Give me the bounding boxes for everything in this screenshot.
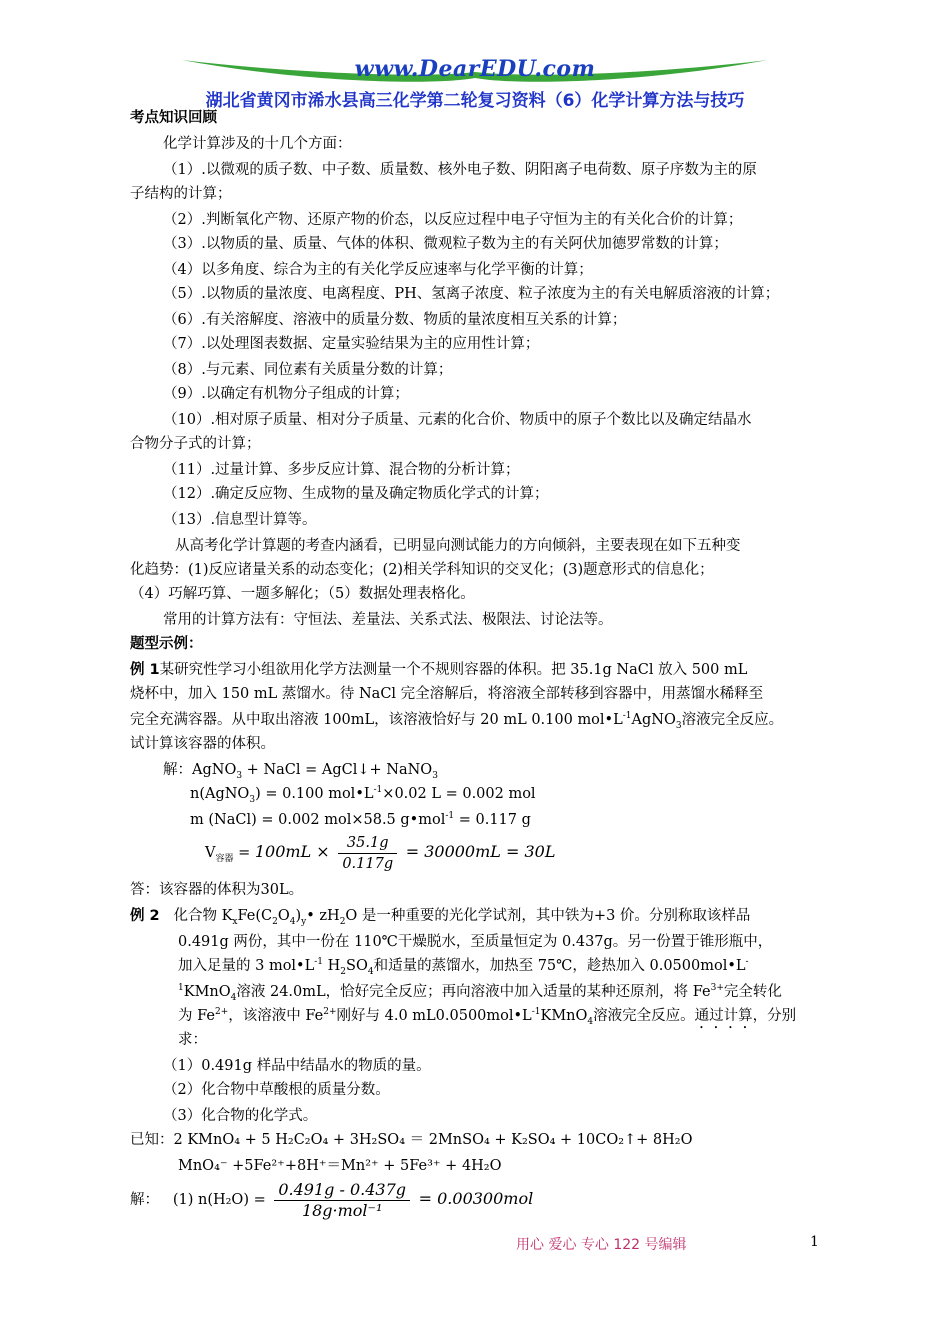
example-text: 溶液完全反应。 — [681, 712, 784, 728]
example-text: O — [277, 908, 290, 924]
example-text: Fe(C — [237, 908, 273, 924]
example-text: O 是一种重要的光化学试剂，其中铁为+3 价。分别称取该样品 — [345, 908, 751, 924]
example-text: 化合物 K — [173, 908, 233, 924]
example-text-line: 加入足量的 3 $mol•L^{-1}$ $H_2SO_4$和适量的蒸馏水，加热至 75℃，趁热加入 0.0500mol•L- — [178, 957, 749, 977]
example-text: SO — [346, 958, 368, 974]
equation-line — [130, 1130, 693, 1150]
question-item: （2）化合物中草酸根的质量分数。 — [163, 1082, 390, 1098]
list-item: （5）.以物质的量浓度、电离程度、PH、氢离子浓度、粒子浓度为主的有关电解质溶液的计算； — [163, 286, 780, 302]
list-item: （8）.与元素、同位素有关质量分数的计算； — [163, 362, 453, 378]
example-1 — [130, 660, 747, 680]
list-item: 子结构的计算； — [130, 186, 232, 202]
solution-line: n(AgNO$_3$) = 0.100 $mol•L^{-1}\times 0.02$ L = 0.002 mol — [190, 785, 536, 805]
example-text: 烧杯中，加入 150 mL 蒸馏水。待 NaCl 完全溶解后，将溶液全部转移到容器中，用蒸馏水稀释至 — [130, 686, 764, 702]
answer-text: 答：该容器的体积为30L。 — [130, 882, 304, 898]
example-text: ) — [295, 908, 302, 924]
subscript: 3 — [675, 720, 682, 731]
trend-text: （4）巧解巧算、一题多解化；（5）数据处理表格化。 — [130, 586, 475, 602]
example-text: 求： — [178, 1032, 207, 1048]
example-text: ，该溶液中 Fe — [228, 1008, 324, 1024]
intro-text: 化学计算涉及的十几个方面： — [163, 136, 352, 152]
example-text: 完全充满容器。从中取出溶液 100mL，该溶液恰好与 20 mL 0.100 mol•L — [130, 712, 623, 728]
example-text: 试计算该容器的体积。 — [130, 736, 275, 752]
list-item: （12）.确定反应物、生成物的量及确定物质化学式的计算； — [163, 486, 549, 502]
solution-line: m (NaCl) = 0.002 mol×58.5 g•mol$^{-1}$ = 0.117 g — [190, 811, 531, 828]
example-text: ，分别 — [752, 1008, 797, 1024]
list-item: （13）.信息型计算等。 — [163, 512, 317, 528]
fraction-numerator: 0.491g - 0.437g — [274, 1180, 410, 1201]
example-text-line: $^1$KMnO$_4$溶液 24.0mL，恰好完全反应；再向溶液中加入适量的某种还原剂，将 $Fe^{3+}$完全转化 — [178, 983, 782, 1003]
formula-result: = 0.00300mol — [418, 1189, 534, 1208]
emphasized-text: 通过计算 — [694, 1008, 753, 1024]
superscript: -1 — [622, 711, 632, 722]
example-text: 为 Fe — [178, 1008, 215, 1024]
example-text: H — [323, 958, 341, 974]
list-item: （9）.以确定有机物分子组成的计算； — [163, 386, 409, 402]
list-item: （11）.过量计算、多步反应计算、混合物的分析计算； — [163, 462, 520, 478]
site-logo-text: www.DearEDU.com — [354, 56, 596, 82]
example-text: • zH — [306, 908, 340, 924]
fraction — [274, 1180, 410, 1221]
equation: MnO₄⁻ +5Fe²⁺+8H⁺＝Mn²⁺ + 5Fe³⁺ + 4H₂O — [178, 1158, 502, 1174]
fraction-denominator: 0.117g — [342, 855, 394, 872]
example-text: 溶液 24.0mL，恰好完全反应；再向溶液中加入适量的某种还原剂，将 Fe — [236, 984, 711, 1000]
example-text: 加入足量的 3 mol•L — [178, 958, 315, 974]
example-text-line: 为 $Fe^{2+}$，该溶液中 $Fe^{2+}$刚好与 4.0 $mL0.0500mol•L^{-1}KMnO_4$溶液完全反应。通过计算，分别 — [178, 1007, 797, 1027]
equation: 2 KMnO₄ + 5 H₂C₂O₄ + 3H₂SO₄ ＝ 2MnSO₄ + K₂SO₄ + 10CO₂↑+ 8H₂O — [173, 1132, 693, 1148]
example-text: KMnO — [540, 1008, 588, 1024]
example-text: 完全转化 — [723, 984, 782, 1000]
solution-formula — [130, 1176, 533, 1223]
document-title: 湖北省黄冈市浠水县高三化学第二轮复习资料（6）化学计算方法与技巧 — [205, 91, 745, 111]
formula-lead: V — [205, 845, 216, 861]
example-text: KMnO — [183, 984, 231, 1000]
volume-formula — [205, 830, 555, 875]
formula-eq: = — [238, 845, 251, 861]
solution-line: 解：AgNO$_3$ + NaCl = AgCl↓+ NaNO$_3$ — [163, 762, 438, 781]
list-item: （3）.以物质的量、质量、气体的体积、微观粒子数为主的有关阿伏加德罗常数的计算； — [163, 236, 728, 252]
known-label: 已知： — [130, 1132, 174, 1148]
example-text: 0.491g 两份，其中一份在 110℃干燥脱水，至质量恒定为 0.437g。另一份置于锥形瓶中， — [178, 934, 773, 950]
formula-right: = 30000mL = 30L — [405, 842, 556, 861]
page-number: 1 — [810, 1234, 819, 1250]
list-item: （4）以多角度、综合为主的有关化学反应速率与化学平衡的计算； — [163, 262, 593, 278]
trend-text: 从高考化学计算题的考查内涵看，已明显向测试能力的方向倾斜，主要表现在如下五种变 — [175, 538, 741, 554]
section-heading: 题型示例： — [130, 636, 203, 652]
example-2: 例 2 化合物 $K_xFe(C_2O_4)_y•$ $zH_2O$ 是一种重要的光化学试剂，其中铁为+3 价。分别称取该样品 — [130, 908, 751, 927]
formula-left: 100mL × — [254, 842, 330, 861]
list-item: （7）.以处理图表数据、定量实验结果为主的应用性计算； — [163, 336, 540, 352]
list-item: 合物分子式的计算； — [130, 436, 261, 452]
list-item: （2）.判断氧化产物、还原产物的价态，以反应过程中电子守恒为主的有关化合价的计算； — [163, 212, 743, 228]
example-text: AgNO — [631, 712, 676, 728]
fraction-denominator: 18g·mol⁻¹ — [301, 1200, 383, 1220]
section-heading: 考点知识回顾 — [130, 110, 217, 126]
list-item: （6）.有关溶解度、溶液中的质量分数、物质的量浓度相互关系的计算； — [163, 312, 627, 328]
formula-lead: (1) n(H₂O) = — [172, 1192, 266, 1208]
list-item: （1）.以微观的质子数、中子数、质量数、核外电子数、阴阳离子电荷数、原子序数为主的原 — [163, 162, 757, 178]
solution-label: 解： — [163, 762, 192, 778]
example-label: 例 2 — [130, 908, 160, 924]
example-text: 某研究性学习小组欲用化学方法测量一个不规则容器的体积。把 35.1g NaCl 放入 500 mL — [159, 662, 748, 678]
trend-text: 化趋势：(1)反应诸量关系的动态变化；(2)相关学科知识的交叉化；(3)题意形式的信息化； — [130, 562, 714, 578]
list-item: （10）.相对原子质量、相对分子质量、元素的化合价、物质中的原子个数比以及确定结晶水 — [163, 412, 752, 428]
question-item: （3）化合物的化学式。 — [163, 1108, 318, 1124]
question-item: （1）0.491g 样品中结晶水的物质的量。 — [163, 1058, 431, 1074]
example-text-line — [130, 710, 783, 730]
fraction — [338, 833, 397, 874]
site-logo[interactable] — [180, 52, 770, 86]
example-text: 和适量的蒸馏水，加热至 75℃，趁热加入 0.0500mol•L — [373, 958, 746, 974]
example-text: 刚好与 4.0 mL0.0500mol•L — [336, 1008, 532, 1024]
example-text: 溶液完全反应。 — [593, 1008, 695, 1024]
example-label: 例 1 — [130, 662, 160, 678]
footer-text: 用心 爱心 专心 122 号编辑 — [516, 1237, 687, 1253]
solution-label: 解： — [130, 1192, 159, 1208]
fraction-numerator: 35.1g — [338, 833, 397, 854]
formula-sub: 容器 — [215, 853, 234, 864]
methods-text: 常用的计算方法有：守恒法、差量法、关系式法、极限法、讨论法等。 — [163, 612, 613, 628]
